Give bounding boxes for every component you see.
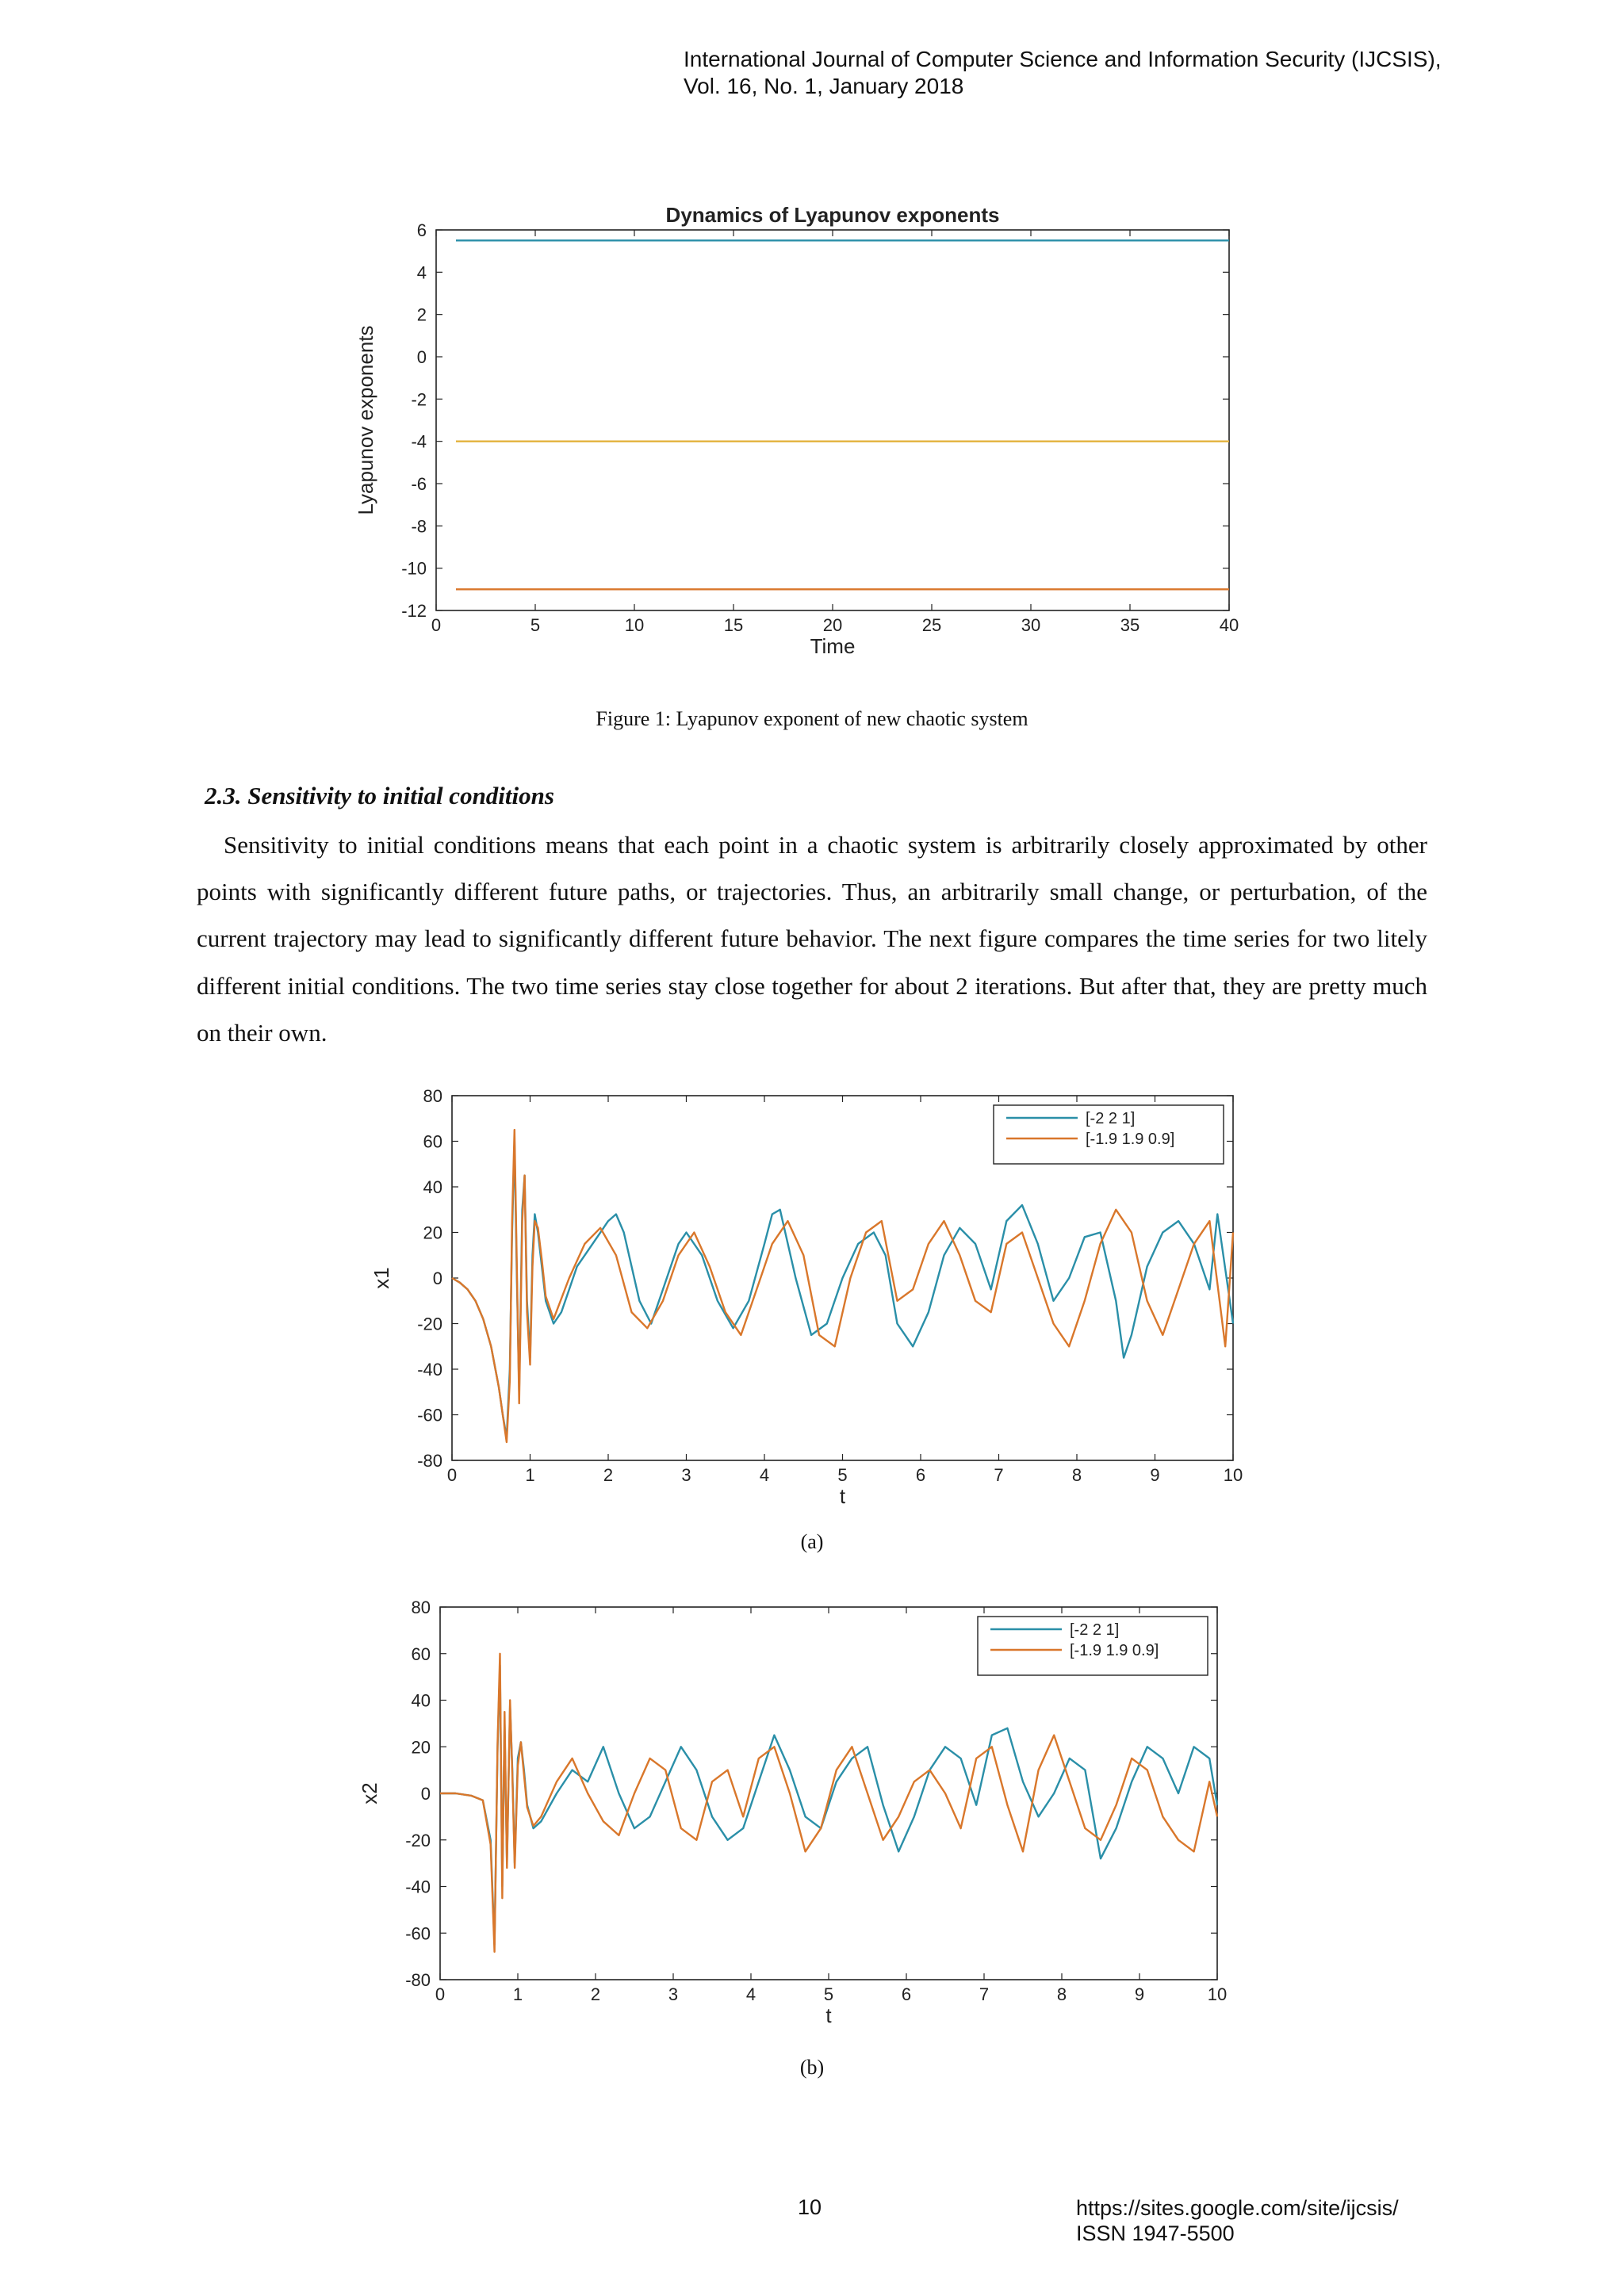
- y-tick-label: -20: [405, 1830, 431, 1850]
- x-tick-label: 6: [901, 1984, 912, 2004]
- x-tick-label: 1: [512, 1984, 523, 2004]
- x-axis-label: t: [839, 1484, 846, 1508]
- x-axis-label: Time: [810, 634, 856, 658]
- footer-info: [1076, 2195, 1399, 2246]
- y-axis-label: x1: [370, 1267, 393, 1289]
- y-tick-label: -60: [405, 1923, 431, 1944]
- x-tick-label: 7: [979, 1984, 990, 2004]
- x-tick-label: 2: [603, 1465, 614, 1485]
- x-tick-label: 10: [1207, 1984, 1228, 2004]
- y-tick-label: -40: [405, 1877, 431, 1897]
- x-tick-label: 20: [822, 615, 843, 635]
- x-tick-label: 1: [525, 1465, 535, 1485]
- x-tick-label: 3: [681, 1465, 691, 1485]
- series-line-2: [440, 1654, 1217, 1952]
- y-tick-label: 6: [416, 220, 427, 240]
- figure1-caption: Figure 1: Lyapunov exponent of new chaotic system: [596, 707, 1028, 730]
- y-axis-label: Lyapunov exponents: [354, 325, 377, 515]
- y-tick-label: -4: [411, 431, 427, 452]
- y-tick-label: -80: [417, 1451, 442, 1471]
- figure2b-caption: (b): [799, 2056, 825, 2079]
- x-tick-label: 4: [745, 1984, 756, 2004]
- x-tick-label: 30: [1021, 615, 1041, 635]
- y-tick-label: -12: [401, 601, 427, 621]
- y-tick-label: 20: [423, 1223, 442, 1243]
- x-tick-label: 3: [668, 1984, 679, 2004]
- lyapunov-chart: [349, 198, 1253, 674]
- legend: [994, 1105, 1224, 1164]
- x-axis-label: t: [825, 2003, 832, 2027]
- footer-issn: ISSN 1947-5500: [1076, 2221, 1235, 2245]
- legend-label: [-1.9 1.9 0.9]: [1070, 1642, 1159, 1659]
- y-tick-label: 2: [416, 304, 427, 325]
- y-tick-label: 0: [432, 1269, 442, 1288]
- x-tick-label: 5: [530, 615, 541, 635]
- y-tick-label: 0: [416, 347, 427, 367]
- x-tick-label: 9: [1134, 1984, 1145, 2004]
- y-tick-label: -40: [417, 1360, 442, 1380]
- page-number: 10: [798, 2195, 822, 2219]
- legend-label: [-1.9 1.9 0.9]: [1086, 1131, 1175, 1148]
- y-tick-label: 80: [423, 1086, 442, 1106]
- x-tick-label: 4: [759, 1465, 770, 1485]
- x-tick-label: 2: [590, 1984, 601, 2004]
- y-tick-label: 20: [411, 1737, 431, 1758]
- y-tick-label: -10: [401, 558, 427, 579]
- series-line-2: [452, 1130, 1233, 1442]
- x-tick-label: 5: [837, 1465, 848, 1485]
- x-tick-label: 7: [994, 1465, 1004, 1485]
- plot-frame: [436, 230, 1229, 610]
- x-tick-label: 0: [435, 1984, 446, 2004]
- x-tick-label: 9: [1150, 1465, 1160, 1485]
- series-line-1: [452, 1142, 1233, 1438]
- x-tick-label: 0: [446, 1465, 458, 1485]
- series-line-1: [440, 1665, 1217, 1945]
- y-tick-label: 60: [423, 1131, 442, 1152]
- y-tick-label: 60: [411, 1644, 431, 1664]
- section-paragraph: [197, 821, 1427, 1056]
- chart-title: Dynamics of Lyapunov exponents: [665, 203, 1000, 227]
- figure2a-caption: (a): [800, 1530, 824, 1553]
- x-tick-label: 25: [921, 615, 942, 635]
- paragraph-text: Sensitivity to initial conditions means that each point in a chaotic system is arbitrarily closely approximated by other points with significantly different future paths, or trajectories. Thus, an arbitrarily small change, or perturbation, of the current trajectory may lead to significantly different future behavior. The next figure compares the time series for two litely different initial conditions. The two time series stay close together for about 2 iterations. But after that, they are pretty much on their own.: [197, 831, 1427, 1047]
- y-tick-label: -80: [405, 1970, 431, 1990]
- y-axis-label: x2: [358, 1782, 381, 1804]
- y-tick-label: 0: [420, 1784, 431, 1804]
- x2-time-series-chart: [353, 1595, 1257, 2039]
- y-tick-label: -20: [417, 1314, 442, 1334]
- y-tick-label: 40: [423, 1177, 442, 1197]
- y-tick-label: 80: [411, 1598, 431, 1617]
- y-tick-label: -6: [411, 474, 427, 494]
- y-tick-label: -8: [411, 516, 427, 537]
- section-title: 2.3. Sensitivity to initial conditions: [205, 782, 554, 809]
- x-tick-label: 10: [1223, 1465, 1243, 1485]
- x-tick-label: 10: [624, 615, 645, 635]
- footer-url[interactable]: https://sites.google.com/site/ijcsis/: [1076, 2196, 1399, 2220]
- x-tick-label: 0: [431, 615, 442, 635]
- x-tick-label: 8: [1056, 1984, 1067, 2004]
- journal-volume: Vol. 16, No. 1, January 2018: [684, 74, 964, 98]
- x1-time-series-chart: [365, 1082, 1269, 1510]
- y-tick-label: 4: [416, 262, 427, 283]
- journal-title: International Journal of Computer Science and Information Security (IJCSIS),: [684, 47, 1442, 71]
- y-tick-label: -2: [411, 389, 427, 410]
- x-tick-label: 5: [823, 1984, 834, 2004]
- y-tick-label: -60: [417, 1405, 442, 1425]
- y-tick-label: 40: [411, 1690, 431, 1711]
- journal-header: [684, 46, 1442, 100]
- legend-label: [-2 2 1]: [1070, 1621, 1120, 1639]
- x-tick-label: 6: [915, 1465, 926, 1485]
- x-tick-label: 15: [723, 615, 744, 635]
- x-tick-label: 40: [1219, 615, 1239, 635]
- legend-label: [-2 2 1]: [1086, 1110, 1136, 1127]
- x-tick-label: 35: [1120, 615, 1140, 635]
- x-tick-label: 8: [1071, 1465, 1082, 1485]
- legend: [978, 1617, 1208, 1675]
